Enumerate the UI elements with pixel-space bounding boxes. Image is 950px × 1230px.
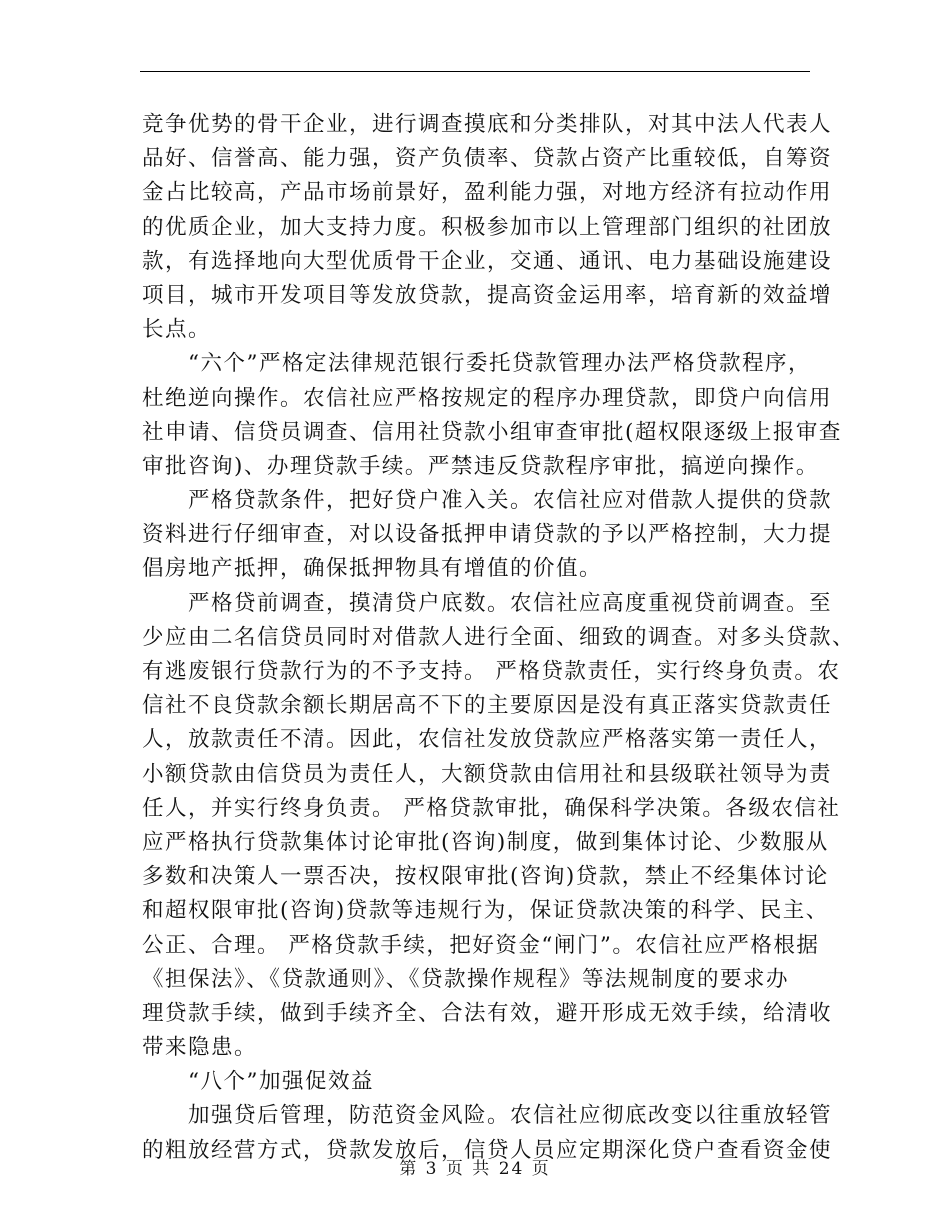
- text-line: 的优质企业，加大支持力度。积极参加市以上管理部门组织的社团放: [142, 214, 833, 240]
- text-line: 公正、合理。 严格贷款手续，把好资金“闸门”。农信社应严格根据: [142, 932, 820, 958]
- text-line: 小额贷款由信贷员为责任人，大额贷款由信用社和县级联社领导为责: [142, 761, 833, 787]
- text-line: 人，放款责任不清。因此，农信社发放贷款应严格落实第一责任人，: [142, 727, 833, 753]
- text-line: 倡房地产抵押，确保抵押物具有增值的价值。: [142, 556, 603, 582]
- text-line: 严格贷前调查，摸清贷户底数。农信社应高度重视贷前调查。至: [142, 590, 833, 616]
- text-line: 任人，并实行终身负责。 严格贷款审批，确保科学决策。各级农信社: [142, 795, 841, 821]
- text-line: “八个”加强促效益: [142, 1069, 374, 1095]
- text-line: 理贷款手续，做到手续齐全、合法有效，避开形成无效手续，给清收: [142, 1000, 833, 1026]
- text-line: 带来隐患。: [142, 1035, 258, 1061]
- text-line: 杜绝逆向操作。农信社应严格按规定的程序办理贷款，即贷户向信用: [142, 385, 833, 411]
- text-line: 资料进行仔细审查，对以设备抵押申请贷款的予以严格控制，大力提: [142, 522, 833, 548]
- header-divider: [140, 71, 810, 72]
- text-line: 长点。: [142, 317, 212, 343]
- page-footer: 第 3 页 共 24 页: [399, 1159, 551, 1179]
- document-body: [142, 108, 856, 1168]
- text-line: 金占比较高，产品市场前景好，盈利能力强，对地方经济有拉动作用: [142, 180, 833, 206]
- text-line: 款，有选择地向大型优质骨干企业，交通、通讯、电力基础设施建设: [142, 248, 833, 274]
- text-line: 的粗放经营方式，贷款发放后，信贷人员应定期深化贷户查看资金使: [142, 1137, 833, 1163]
- text-line: 严格贷款条件，把好贷户准入关。农信社应对借款人提供的贷款: [142, 488, 833, 514]
- text-line: 《担保法》、《贷款通则》、《贷款操作规程》等法规制度的要求办: [142, 966, 790, 992]
- text-line: 社申请、信贷员调查、信用社贷款小组审查审批(超权限逐级上报审查: [142, 419, 842, 445]
- text-line: 信社不良贷款余额长期居高不下的主要原因是没有真正落实贷款责任: [142, 693, 833, 719]
- text-line: 品好、信誉高、能力强，资产负债率、贷款占资产比重较低，自筹资: [142, 146, 833, 172]
- text-line: 项目，城市开发项目等发放贷款，提高资金运用率，培育新的效益增: [142, 282, 833, 308]
- text-line: 有逃废银行贷款行为的不予支持。 严格贷款责任，实行终身负责。农: [142, 659, 841, 684]
- text-line: 和超权限审批(咨询)贷款等违规行为，保证贷款决策的科学、民主、: [142, 898, 829, 924]
- text-line: 多数和决策人一票否决，按权限审批(咨询)贷款，禁止不经集体讨论: [142, 864, 829, 890]
- text-line: 审批咨询)、办理贷款手续。严禁违反贷款程序审批，搞逆向操作。: [142, 453, 819, 479]
- text-line: 少应由二名信贷员同时对借款人进行全面、细致的调查。对多头贷款、: [142, 624, 856, 650]
- text-line: “六个”严格定法律规范银行委托贷款管理办法严格贷款程序，: [142, 351, 811, 377]
- text-line: 竞争优势的骨干企业，进行调查摸底和分类排队，对其中法人代表人: [142, 112, 833, 137]
- text-line: 加强贷后管理，防范资金风险。农信社应彻底改变以往重放轻管: [142, 1103, 833, 1129]
- text-line: 应严格执行贷款集体讨论审批(咨询)制度，做到集体讨论、少数服从: [142, 829, 829, 855]
